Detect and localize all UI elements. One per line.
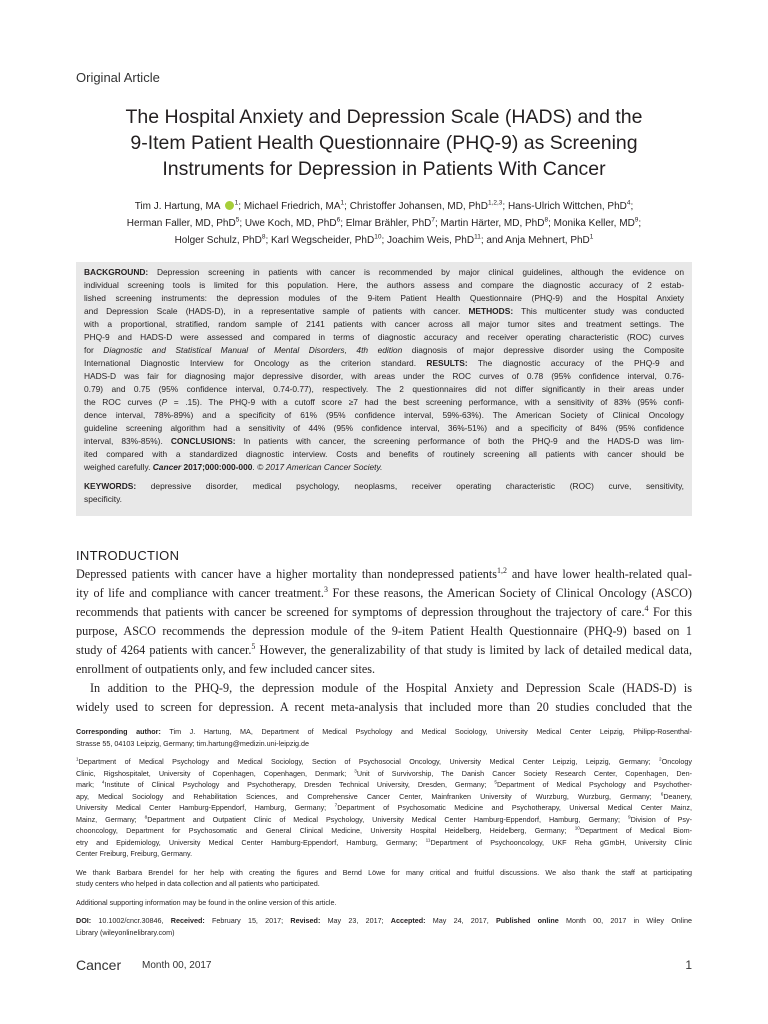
text-run: BACKGROUND: xyxy=(84,267,149,277)
author-name: ; Elmar Brähler, PhD xyxy=(340,218,432,229)
text-run: 0.79) and 0.75 (95% confidence interval, 0.74-0.77), respectively. The 2 questionnaires did not differ significantly in their areas under xyxy=(84,384,684,394)
text-line xyxy=(84,279,684,292)
text-run: Division of Psy- xyxy=(630,814,693,824)
text-run: For these reasons, the American Society of Clinical Oncology (ASCO) xyxy=(327,586,692,600)
text-run: Deanery, xyxy=(663,791,692,801)
text-line xyxy=(76,867,692,879)
text-run: purpose, ASCO recommends the depression module of the 9-item Patient Health Questionnaire (PHQ-9) based on 1 xyxy=(76,624,692,638)
text-run: KEYWORDS: xyxy=(84,481,137,491)
text-run: mark; xyxy=(76,780,102,789)
footer-journal-name: Cancer xyxy=(76,957,122,973)
text-run: dence interval, 78%-89%) and a specificity of 61% (95% confidence interval, 59%-63%). The American Society of Clinical Oncology xyxy=(84,410,684,420)
text-line xyxy=(84,435,684,448)
title-line: 9-Item Patient Health Questionnaire (PHQ-9) as Screening xyxy=(130,132,638,154)
text-line xyxy=(76,603,692,622)
affiliation-marker: 7 xyxy=(431,216,435,224)
text-run: Department of Medical Biom- xyxy=(579,826,692,835)
text-line xyxy=(76,897,692,909)
text-run: Received: xyxy=(170,916,205,925)
text-run: Diagnostic and Statistical Manual of Mental Disorders, 4th edition xyxy=(103,345,403,355)
text-run: Depression screening in patients with cancer is recommended by major clinical guidelines, although the evidence on xyxy=(148,267,684,277)
affiliation-marker: 8 xyxy=(544,216,549,224)
author-name: ; Michael Friedrich, MA xyxy=(238,201,341,212)
text-run: 8 xyxy=(144,814,148,820)
text-run: Additional supporting information may be found in the online version of this article. xyxy=(76,897,337,907)
text-line xyxy=(76,565,692,584)
page-number: 1 xyxy=(685,958,692,972)
text-run: 10 xyxy=(574,825,580,831)
author-line xyxy=(80,232,688,249)
text-run: guideline screening algorithm had a sensitivity of 44% (95% confidence interval, 36%-51%) and a specificity of 84% (95% confidence xyxy=(84,423,684,433)
text-run: 3 xyxy=(354,768,357,774)
text-line xyxy=(84,318,684,331)
article-title xyxy=(60,104,708,182)
text-line xyxy=(76,814,692,826)
text-line xyxy=(76,825,692,837)
text-run: = .15). The PHQ-9 with a cutoff score ≥7 had the best screening performance, with a sensitivity of 83% (95% confi- xyxy=(167,397,684,407)
text-run: International Diagnostic Interview for Oncology as the criterion standard. xyxy=(84,358,427,368)
text-run: Revised: xyxy=(290,916,321,925)
text-run: We thank Barbara Brendel for her help with creating the figures and Bernd Löwe for many critical and fruitful discussions. We also thank the staff at participating xyxy=(76,867,692,877)
text-run: May 24, 2017, xyxy=(425,916,496,925)
text-run: May 23, 2017; xyxy=(320,916,391,925)
footnote-block xyxy=(76,915,692,938)
text-line xyxy=(76,791,692,803)
author-name: ; Martin Härter, MD, PhD xyxy=(435,218,545,229)
footer-issue-date: Month 00, 2017 xyxy=(142,960,212,971)
text-run: the ROC curves ( xyxy=(84,397,162,407)
text-line xyxy=(84,266,684,279)
text-line xyxy=(84,383,684,396)
text-run: RESULTS: xyxy=(426,358,468,368)
text-line xyxy=(76,622,692,641)
text-run: DOI: xyxy=(76,916,92,925)
text-run: interval, 83%-85%). xyxy=(84,436,171,446)
footnotes xyxy=(76,726,692,945)
author-name: ; Hans-Ulrich Wittchen, PhD xyxy=(502,201,627,212)
text-run: 7 xyxy=(334,802,338,808)
text-run: Department and Outpatient Clinic of Medical Psychology, University Medical Center Hamburg-Eppendorf, Hamburg, Germany; xyxy=(147,814,628,824)
title-line: Instruments for Depression in Patients With Cancer xyxy=(162,158,606,180)
text-run: etry and Epidemiology, University Medical Center Hamburg-Eppendorf, Hamburg, Germany; xyxy=(76,837,426,847)
footnote-block xyxy=(76,897,692,909)
text-line xyxy=(84,422,684,435)
text-run: 11 xyxy=(425,837,431,843)
author-name: Holger Schulz, PhD xyxy=(174,235,262,246)
text-line xyxy=(76,738,692,750)
text-line xyxy=(76,779,692,791)
text-line xyxy=(76,837,692,849)
text-run: with a proportional, stratified, random sample of 2141 patients with cancer across all major tumor sites and treatment settings. The xyxy=(84,319,684,329)
text-run: The diagnostic accuracy of the PHQ-9 and xyxy=(467,358,684,368)
text-run: individual screening tools is limited for this population. Here, the authors assess and compare the diagnostic accuracy of 2 estab- xyxy=(84,280,684,290)
text-run: Mainz, Germany; xyxy=(76,814,145,824)
text-run: 3 xyxy=(323,584,328,594)
keywords xyxy=(84,480,684,506)
text-run: 5 xyxy=(494,779,497,785)
text-run: CONCLUSIONS: xyxy=(170,436,236,446)
text-run: P xyxy=(161,397,168,407)
affiliation-marker: 9 xyxy=(634,216,639,224)
text-line xyxy=(84,331,684,344)
text-run: weighed carefully. xyxy=(84,462,153,472)
text-run: enrollment of outpatients only, and few included cancer sites. xyxy=(76,662,376,676)
text-line xyxy=(76,915,692,927)
text-run: . xyxy=(252,462,258,472)
author-name: ; xyxy=(630,201,634,212)
text-run: Accepted: xyxy=(390,916,426,925)
text-line xyxy=(84,305,684,318)
text-line xyxy=(76,878,692,890)
text-line xyxy=(76,660,692,679)
text-run: Tim J. Hartung, MA, Department of Medical Psychology and Medical Sociology, University Medical Center Leipzig, Philipp-Rosenthal- xyxy=(160,727,692,736)
text-run: METHODS: xyxy=(468,306,514,316)
text-run: chooncology, Department for Psychosomatic and General Clinical Medicine, University Hospital Heidelberg, Heidelberg, Germany; xyxy=(76,826,575,835)
text-line xyxy=(76,641,692,660)
text-line xyxy=(76,768,692,780)
text-line xyxy=(84,480,684,493)
text-run: study centers who helped in data collection and all patients who participated. xyxy=(76,879,320,888)
text-run: Institute of Clinical Psychology and Psychotherapy, Dresden Technical University, Dresden, Germany; xyxy=(104,780,495,789)
text-run: apy, Medical Sociology and Rehabilitation Sciences, and Comprehensive Cancer Center, Mainfranken University of Wurzburg, Wurzburg, Germany; xyxy=(76,791,661,801)
abstract xyxy=(84,266,684,474)
text-line xyxy=(84,370,684,383)
text-run: for xyxy=(84,345,104,355)
text-run: Corresponding author: xyxy=(76,727,161,736)
text-line xyxy=(76,726,692,738)
introduction-body xyxy=(76,565,692,717)
text-run: 9 xyxy=(627,814,631,820)
author-name: Tim J. Hartung, MA xyxy=(134,201,223,212)
text-line xyxy=(84,396,684,409)
text-run: 2017;000:000-000 xyxy=(181,462,253,472)
affiliation-marker: 4 xyxy=(626,199,631,207)
author-name: ; Joachim Weis, PhD xyxy=(381,235,475,246)
text-line xyxy=(76,756,692,768)
author-name: ; Monika Keller, MD xyxy=(548,218,635,229)
text-run: Unit of Survivorship, The Danish Cancer Society Research Center, Copenhagen, Den- xyxy=(356,768,692,778)
text-run: Clinic, Rigshospitalet, University of Copenhagen, Copenhagen, Denmark; xyxy=(76,768,355,778)
text-run: In patients with cancer, the screening performance of both the PHQ-9 and the HADS-D was lim- xyxy=(235,436,684,446)
text-line xyxy=(76,698,692,717)
text-run: Department of Psychosomatic Medicine and Psychotherapy, Universal Medical Center Mainz, xyxy=(337,803,692,812)
text-line xyxy=(76,679,692,698)
affiliation-marker: 1 xyxy=(589,233,594,241)
text-run: ity of life and compliance with cancer treatment. xyxy=(76,586,324,600)
text-run: widely used to screen for depression. A recent meta-analysis that included more than 20 studies concluded that the xyxy=(76,700,692,714)
text-run: ited compared with a standardized diagnostic interview. Costs and benefits of routinely screening all patients with cancer should be xyxy=(84,449,684,459)
text-line xyxy=(84,448,684,461)
text-run: © 2017 American Cancer Society. xyxy=(257,462,383,472)
text-run: specificity. xyxy=(84,494,123,504)
text-run: Department of Psychooncology, UKF Reha gGmbH, University Clinic xyxy=(430,837,692,847)
article-type-label: Original Article xyxy=(76,70,160,85)
text-run: PHQ-9 and HADS-D were assessed and compared in terms of diagnostic accuracy and receiver operating characteristic (ROC) curves xyxy=(84,332,684,342)
text-run: For this xyxy=(648,605,692,619)
text-run: 2 xyxy=(659,756,662,762)
text-run: diagnosis of major depressive disorder using the Composite xyxy=(402,345,684,355)
affiliation-marker: 1 xyxy=(340,199,345,207)
author-name: ; xyxy=(638,218,642,229)
text-run: University Medical Center Hamburg-Eppendorf, Hamburg, Germany; xyxy=(76,803,335,812)
text-line xyxy=(84,292,684,305)
text-run: lished screening instruments: the depression modules of the 9-item Patient Health Questionnaire (PHQ-9) and the Hospital Anxiety xyxy=(84,293,684,303)
affiliation-marker: 8 xyxy=(261,233,266,241)
text-line xyxy=(76,802,692,814)
affiliation-marker: 10 xyxy=(374,233,382,241)
text-run: Department of Medical Psychology and Psychother- xyxy=(496,780,692,789)
footnote-block xyxy=(76,867,692,890)
text-run: Oncology xyxy=(661,757,692,766)
text-run: 4 xyxy=(101,779,105,785)
text-line xyxy=(76,927,692,939)
footnote-block xyxy=(76,726,692,749)
text-run: This multicenter study was conducted xyxy=(513,306,684,316)
text-run: and have lower health-related qual- xyxy=(506,567,692,581)
title-line: The Hospital Anxiety and Depression Scale (HADS) and the xyxy=(125,106,643,128)
affiliation-marker: 1 xyxy=(234,199,239,207)
text-line xyxy=(84,493,684,506)
text-line xyxy=(84,409,684,422)
affiliation-marker: 11 xyxy=(474,233,481,241)
author-name: ; Christoffer Johansen, MD, PhD xyxy=(344,201,488,212)
text-run: 1,2 xyxy=(497,565,507,575)
footnote-block xyxy=(76,756,692,860)
text-run: Depressed patients with cancer have a higher mortality than nondepressed patients xyxy=(76,567,497,581)
section-heading-introduction: INTRODUCTION xyxy=(76,548,180,563)
text-run: 5 xyxy=(251,641,256,651)
text-run: recommends that patients with cancer be screened for symptoms of depression throughout the trajectory of care. xyxy=(76,605,645,619)
text-run: February 15, 2017; xyxy=(204,916,291,925)
text-run: 1 xyxy=(76,756,79,762)
text-run: However, the generalizability of that study is limited by lack of detailed medical data, xyxy=(255,643,692,657)
affiliation-marker: 5 xyxy=(235,216,240,224)
orcid-icon[interactable] xyxy=(225,201,234,210)
text-run: In addition to the PHQ-9, the depression module of the Hospital Anxiety and Depression Scale (HADS-D) is xyxy=(90,681,692,695)
text-run: HADS-D was fair for diagnosing major depressive disorder, with areas under the ROC curves of 0.78 (95% confidence interval, 0.76- xyxy=(84,371,684,381)
text-run: depressive disorder, medical psychology, neoplasms, receiver operating characteristic (ROC) curve, sensitivity, xyxy=(136,481,684,491)
text-run: Library (wileyonlinelibrary.com) xyxy=(76,927,175,937)
author-name: ; Uwe Koch, MD, PhD xyxy=(239,218,337,229)
text-line xyxy=(84,357,684,370)
affiliation-marker: 6 xyxy=(336,216,341,224)
text-run: study of 4264 patients with cancer. xyxy=(76,643,252,657)
text-run: Month 00, 2017 in Wiley Online xyxy=(558,916,692,925)
affiliation-marker: 1,2,3 xyxy=(487,199,503,207)
text-run: Strasse 55, 04103 Leipzig, Germany; tim.hartung@medizin.uni-leipzig.de xyxy=(76,738,310,748)
text-run: Department of Medical Psychology and Medical Sociology, Section of Psychosocial Oncology, University Medical Center Leipzig, Leipzig, Germany; xyxy=(78,757,660,766)
author-line xyxy=(80,198,688,215)
author-list xyxy=(80,198,688,249)
text-run: 10.1002/cncr.30846, xyxy=(91,916,171,925)
author-name: Herman Faller, MD, PhD xyxy=(126,218,236,229)
text-run: 6 xyxy=(660,791,664,797)
author-name: ; and Anja Mehnert, PhD xyxy=(480,235,590,246)
author-name: ; Karl Wegscheider, PhD xyxy=(265,235,375,246)
text-line xyxy=(84,461,684,474)
text-run: Center Freiburg, Freiburg, Germany. xyxy=(76,849,193,858)
text-run: and Depression Scale (HADS-D), in a representative sample of patients with cancer. xyxy=(84,306,469,316)
text-run: Cancer xyxy=(152,462,182,472)
text-run: Published online xyxy=(496,916,559,925)
author-line xyxy=(80,215,688,232)
text-run: 4 xyxy=(644,603,649,613)
text-line xyxy=(84,344,684,357)
text-line xyxy=(76,848,692,860)
text-line xyxy=(76,584,692,603)
